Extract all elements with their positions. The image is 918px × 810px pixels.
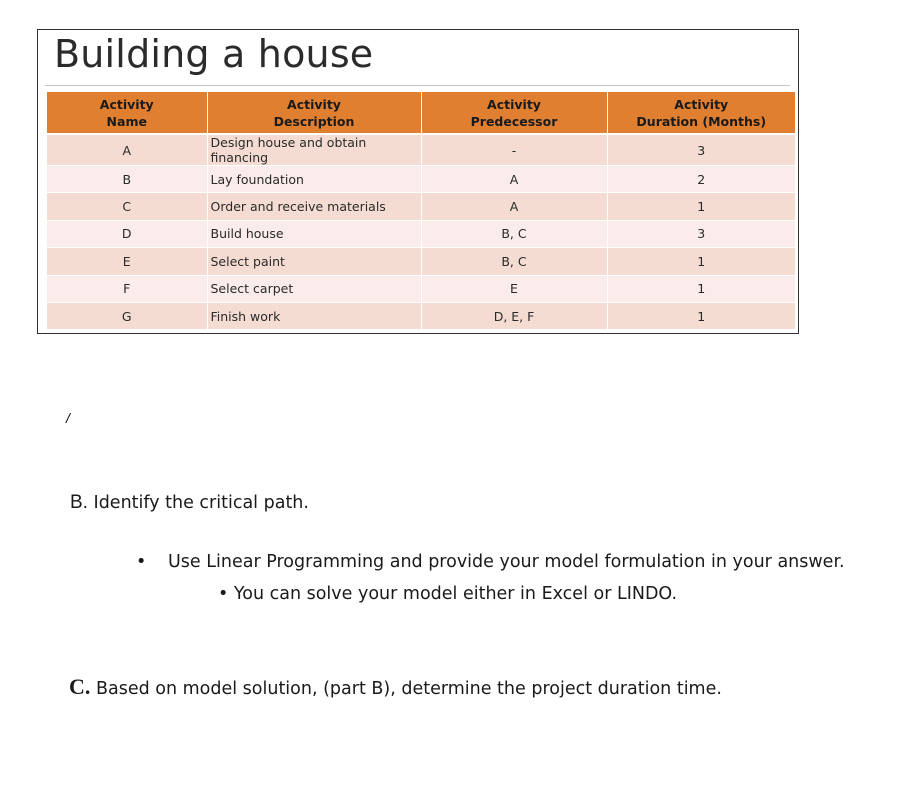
- table-row: [47, 248, 795, 275]
- cell-predecessor: A: [421, 193, 607, 220]
- question-c-text: Based on model solution, (part B), determine the project duration time.: [95, 679, 722, 699]
- bullet-item: [136, 552, 845, 572]
- cell-predecessor: B, C: [421, 248, 607, 275]
- cell-name: E: [47, 248, 207, 275]
- cell-duration: 3: [607, 220, 795, 247]
- cell-description: Lay foundation: [207, 166, 421, 193]
- bullet-text: Use Linear Programming and provide your model formulation in your answer.: [168, 552, 845, 572]
- cell-duration: 1: [607, 248, 795, 275]
- header-text: Activity: [99, 96, 154, 112]
- bullet-icon: •: [136, 552, 147, 572]
- header-text: Activity: [674, 96, 729, 112]
- header-text: Duration (Months): [636, 113, 767, 129]
- cell-predecessor: B, C: [421, 220, 607, 247]
- header-activity-duration: [607, 92, 795, 134]
- cell-description: Select carpet: [207, 275, 421, 302]
- cell-predecessor: -: [421, 134, 607, 166]
- table-row: [47, 302, 795, 329]
- cell-duration: 2: [607, 166, 795, 193]
- question-c: [69, 674, 722, 700]
- cell-description: Order and receive materials: [207, 193, 421, 220]
- table-row: [47, 275, 795, 302]
- header-activity-description: [207, 92, 421, 134]
- cell-name: C: [47, 193, 207, 220]
- table-row: [47, 166, 795, 193]
- cell-predecessor: D, E, F: [421, 302, 607, 329]
- cell-description: Build house: [207, 220, 421, 247]
- cell-name: G: [47, 302, 207, 329]
- table-header-row: [47, 92, 795, 134]
- header-text: Predecessor: [470, 113, 558, 129]
- header-text: Activity: [287, 96, 341, 112]
- sub-bullet-item: • You can solve your model either in Excel or LINDO.: [218, 584, 678, 604]
- header-text: Description: [273, 113, 355, 129]
- question-c-letter: C.: [69, 674, 91, 699]
- cell-duration: 1: [607, 302, 795, 329]
- cell-predecessor: E: [421, 275, 607, 302]
- cell-duration: 1: [607, 275, 795, 302]
- cell-duration: 1: [607, 193, 795, 220]
- cell-name: A: [47, 134, 207, 166]
- question-b: [70, 492, 309, 514]
- stray-mark: /: [66, 410, 70, 426]
- cell-predecessor: A: [421, 166, 607, 193]
- table-row: [47, 220, 795, 247]
- question-b-letter: B.: [70, 492, 88, 513]
- activity-table: [47, 92, 795, 330]
- cell-name: D: [47, 220, 207, 247]
- figure-title: Building a house: [54, 32, 374, 76]
- header-activity-name: [47, 92, 207, 134]
- cell-description: Design house and obtain financing: [207, 134, 421, 166]
- cell-name: F: [47, 275, 207, 302]
- table-row: [47, 193, 795, 220]
- question-b-text: Identify the critical path.: [93, 493, 309, 513]
- header-text: Name: [106, 113, 147, 129]
- table-row: [47, 134, 795, 166]
- cell-name: B: [47, 166, 207, 193]
- title-divider: [45, 85, 790, 86]
- cell-description: Select paint: [207, 248, 421, 275]
- cell-duration: 3: [607, 134, 795, 166]
- header-activity-predecessor: [421, 92, 607, 134]
- cell-description: Finish work: [207, 302, 421, 329]
- header-text: Activity: [487, 96, 541, 112]
- table-figure: [37, 29, 799, 334]
